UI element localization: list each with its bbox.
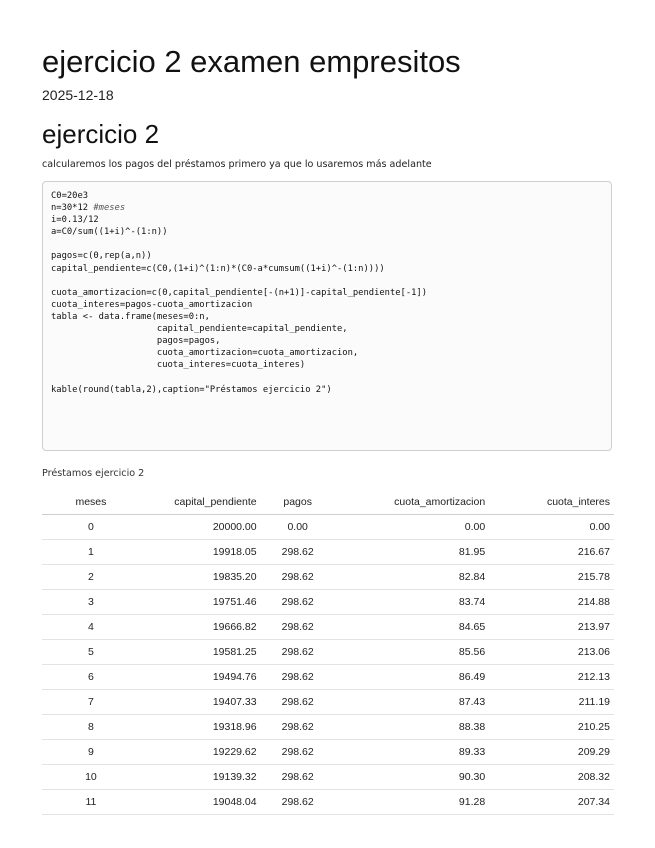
cell-cuota-interes: 210.25	[489, 715, 614, 740]
cell-cuota-interes: 211.19	[489, 690, 614, 715]
table-row	[42, 665, 614, 690]
table-header-row	[42, 490, 614, 515]
code-line	[51, 264, 385, 274]
cell-pagos: 298.62	[261, 665, 335, 690]
table-row	[42, 615, 614, 640]
section-title: ejercicio 2	[42, 119, 160, 149]
code-text: cuota_amortizacion=c(0,capital_pendiente[-(n+1)]-capital_pendiente[-1])	[51, 287, 428, 298]
cell-pagos: 0.00	[261, 515, 335, 540]
cell-pagos: 298.62	[261, 540, 335, 565]
code-block[interactable]	[42, 181, 612, 451]
cell-cuota-amortizacion: 88.38	[335, 715, 489, 740]
code-line	[51, 227, 168, 237]
table-row	[42, 590, 614, 615]
amortization-table	[42, 490, 614, 815]
cell-cuota-interes: 207.34	[489, 790, 614, 815]
cell-cuota-interes: 215.78	[489, 565, 614, 590]
cell-capital-pendiente: 19666.82	[140, 615, 261, 640]
cell-pagos: 298.62	[261, 765, 335, 790]
table-row	[42, 740, 614, 765]
table-row	[42, 690, 614, 715]
cell-meses: 4	[42, 615, 140, 640]
cell-capital-pendiente: 19407.33	[140, 690, 261, 715]
code-line	[51, 300, 252, 310]
cell-meses: 7	[42, 690, 140, 715]
column-header-capital-pendiente: capital_pendiente	[140, 490, 261, 515]
code-content	[51, 190, 603, 396]
cell-meses: 9	[42, 740, 140, 765]
code-text: a=C0/sum((1+i)^-(1:n))	[51, 227, 168, 238]
section-paragraph: calcularemos los pagos del préstamos primero ya que lo usaremos más adelante	[42, 159, 432, 170]
cell-meses: 6	[42, 665, 140, 690]
table-row	[42, 715, 614, 740]
cell-capital-pendiente: 19139.32	[140, 765, 261, 790]
code-text: cuota_amortizacion=cuota_amortizacion,	[51, 348, 359, 359]
table-row	[42, 565, 614, 590]
cell-cuota-interes: 214.88	[489, 590, 614, 615]
table-body	[42, 515, 614, 815]
cell-meses: 8	[42, 715, 140, 740]
cell-cuota-amortizacion: 83.74	[335, 590, 489, 615]
cell-cuota-interes: 208.32	[489, 765, 614, 790]
cell-cuota-amortizacion: 85.56	[335, 640, 489, 665]
cell-cuota-interes: 216.67	[489, 540, 614, 565]
code-text: n=30*12	[51, 203, 94, 214]
cell-capital-pendiente: 19048.04	[140, 790, 261, 815]
code-line	[51, 215, 99, 225]
cell-pagos: 298.62	[261, 615, 335, 640]
cell-pagos: 298.62	[261, 565, 335, 590]
cell-capital-pendiente: 19494.76	[140, 665, 261, 690]
cell-meses: 3	[42, 590, 140, 615]
code-line	[51, 288, 427, 298]
code-line	[51, 251, 152, 261]
code-text: C0=20e3	[51, 191, 89, 201]
cell-capital-pendiente: 19918.05	[140, 540, 261, 565]
code-line	[51, 203, 125, 213]
cell-pagos: 298.62	[261, 590, 335, 615]
table-row	[42, 515, 614, 540]
cell-cuota-interes: 209.29	[489, 740, 614, 765]
cell-capital-pendiente: 19751.46	[140, 590, 261, 615]
cell-pagos: 298.62	[261, 740, 335, 765]
cell-meses: 1	[42, 540, 140, 565]
cell-capital-pendiente: 19229.62	[140, 740, 261, 765]
cell-cuota-amortizacion: 82.84	[335, 565, 489, 590]
cell-cuota-amortizacion: 91.28	[335, 790, 489, 815]
cell-cuota-amortizacion: 89.33	[335, 740, 489, 765]
code-text: kable(round(tabla,2),caption="Préstamos ejercicio 2")	[51, 384, 332, 395]
code-line	[51, 336, 220, 346]
cell-pagos: 298.62	[261, 640, 335, 665]
cell-cuota-interes: 0.00	[489, 515, 614, 540]
table-row	[42, 765, 614, 790]
table-row	[42, 540, 614, 565]
table-row	[42, 790, 614, 815]
code-line	[51, 324, 348, 334]
cell-meses: 11	[42, 790, 140, 815]
cell-capital-pendiente: 19318.96	[140, 715, 261, 740]
code-line	[51, 191, 88, 201]
cell-pagos: 298.62	[261, 790, 335, 815]
cell-capital-pendiente: 20000.00	[140, 515, 261, 540]
cell-meses: 5	[42, 640, 140, 665]
code-text: capital_pendiente=c(C0,(1+i)^(1:n)*(C0-a*cumsum((1+i)^-(1:n))))	[51, 263, 385, 274]
cell-cuota-interes: 213.06	[489, 640, 614, 665]
column-header-cuota-interes: cuota_interes	[489, 490, 614, 515]
document-date: 2025-12-18	[42, 87, 114, 103]
code-text: i=0.13/12	[51, 215, 99, 226]
code-text: pagos=c(0,rep(a,n))	[51, 251, 152, 262]
cell-meses: 10	[42, 765, 140, 790]
code-text: cuota_interes=pagos-cuota_amortizacion	[51, 299, 253, 310]
cell-pagos: 298.62	[261, 690, 335, 715]
cell-cuota-amortizacion: 86.49	[335, 665, 489, 690]
code-text: capital_pendiente=capital_pendiente,	[51, 324, 348, 335]
code-text: pagos=pagos,	[51, 336, 221, 347]
code-line	[51, 312, 210, 322]
column-header-meses: meses	[42, 490, 140, 515]
cell-meses: 2	[42, 565, 140, 590]
cell-cuota-amortizacion: 81.95	[335, 540, 489, 565]
cell-cuota-amortizacion: 84.65	[335, 615, 489, 640]
code-line	[51, 385, 332, 395]
cell-cuota-interes: 213.97	[489, 615, 614, 640]
code-line	[51, 348, 358, 358]
code-text: cuota_interes=cuota_interes)	[51, 360, 306, 371]
cell-capital-pendiente: 19581.25	[140, 640, 261, 665]
cell-cuota-interes: 212.13	[489, 665, 614, 690]
cell-cuota-amortizacion: 87.43	[335, 690, 489, 715]
cell-pagos: 298.62	[261, 715, 335, 740]
code-comment: #meses	[93, 203, 126, 214]
cell-cuota-amortizacion: 0.00	[335, 515, 489, 540]
code-line	[51, 360, 305, 370]
document-title: ejercicio 2 examen empresitos	[42, 44, 461, 79]
cell-meses: 0	[42, 515, 140, 540]
column-header-cuota-amortizacion: cuota_amortizacion	[335, 490, 489, 515]
code-text: tabla <- data.frame(meses=0:n,	[51, 311, 210, 322]
table-caption: Préstamos ejercicio 2	[42, 468, 145, 479]
cell-capital-pendiente: 19835.20	[140, 565, 261, 590]
cell-cuota-amortizacion: 90.30	[335, 765, 489, 790]
table-row	[42, 640, 614, 665]
column-header-pagos: pagos	[261, 490, 335, 515]
